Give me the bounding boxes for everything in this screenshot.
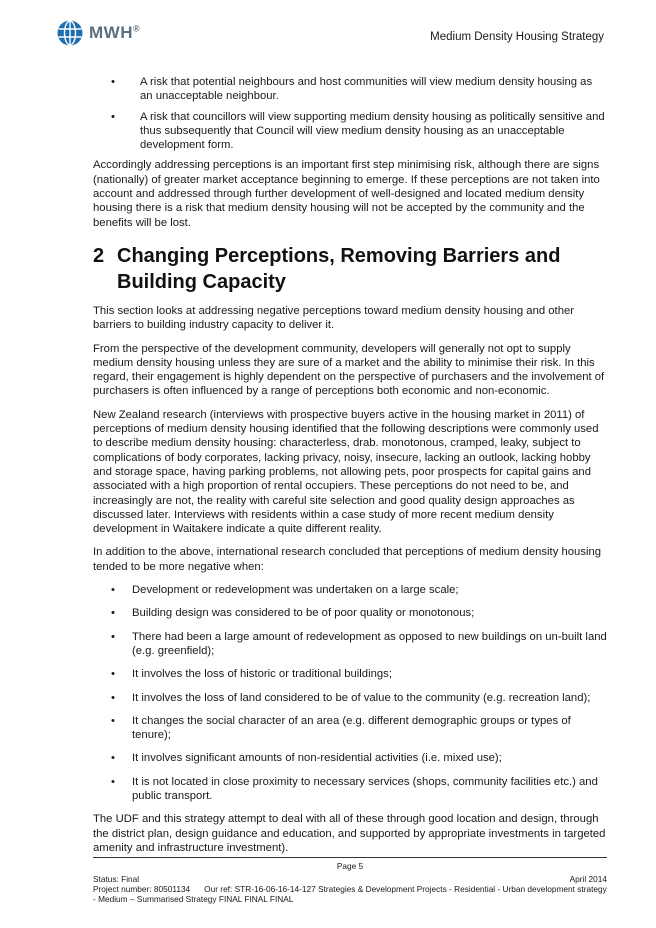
- footer-status-row: [93, 874, 607, 884]
- page-content: [93, 75, 607, 864]
- body-paragraph: This section looks at addressing negative perceptions toward medium density housing and other barriers to building industry capacity to deliver it.: [93, 304, 575, 332]
- section-title: Changing Perceptions, Removing Barriers and Building Capacity: [117, 244, 561, 293]
- page-header: [0, 0, 656, 60]
- closing-paragraph: The UDF and this strategy attempt to deal with all of these through good location and design, through the district plan, design guidance and education, and supported by appropriate investments in targeted amenity and infrastructure investment).: [93, 813, 606, 854]
- list-item: • It involves significant amounts of non-residential activities (i.e. mixed use);: [93, 751, 607, 765]
- list-item: • Development or redevelopment was undertaken on a large scale;: [93, 583, 607, 597]
- negative-conditions-list: [93, 583, 607, 803]
- section-number: 2: [93, 244, 105, 267]
- status-text: Status: Final: [93, 874, 140, 884]
- our-reference: Our ref: STR-16-06-16-14-127 Strategies & Development Projects - Residential - Urban development strategy - Medium – Summarised Strategy FINAL FINAL FINAL: [93, 884, 607, 904]
- page-footer: [93, 857, 607, 904]
- document-title: Medium Density Housing Strategy: [430, 31, 604, 43]
- body-paragraph: New Zealand research (interviews with prospective buyers active in the housing market in 2011) of perceptions of medium density housing identified that the following descriptions were commonly used to describe medium density housing: characterless, drab. monotonous, cramped, leaky, subject to complications of body corporates, lacking privacy, noisy, insecure, lacking an outlook, lacking hobby and storage space, having parking problems, not allowing pets, poor prospects for capital gains and associated with a high proportion of rental occupiers. These perceptions do not need to be, and increasingly are not, the reality with careful site selection and good quality design approaches as discussed later. Interviews with residents within a case study of more recent medium density development in Waitakere indicate a quite different reality.: [93, 408, 599, 536]
- footer-reference: [93, 884, 607, 904]
- logo-wordmark: MWH®: [89, 23, 141, 42]
- list-item: • It changes the social character of an area (e.g. different demographic groups or types of tenure);: [93, 714, 607, 743]
- project-number: Project number: 80501134: [93, 884, 191, 894]
- body-paragraph: In addition to the above, international research concluded that perceptions of medium density housing tended to be more negative when:: [93, 546, 602, 573]
- list-item: • It involves the loss of historic or traditional buildings;: [93, 667, 607, 681]
- list-item: • It involves the loss of land considered to be of value to the community (e.g. recreation land);: [93, 691, 607, 705]
- body-paragraph: From the perspective of the development community, developers will generally not opt to supply medium density housing unless they are sure of a market and the ability to minimise their risk. In this regard, their engagement is highly dependent on the perspective of purchasers and the involvement of purchasers is often influenced by a range of perceptions both economic and non-economic.: [93, 342, 605, 398]
- page-number: Page 5: [336, 861, 364, 871]
- list-item: • A risk that councillors will view supporting medium density housing as politically sensitive and thus subsequently that Council will view medium density housing as an unacceptable development form.: [93, 110, 607, 153]
- mwh-logo: [57, 20, 140, 46]
- list-item: • There had been a large amount of redevelopment as opposed to new buildings on un-built land (e.g. greenfield);: [93, 630, 607, 659]
- section-heading: [93, 243, 607, 295]
- list-item: • Building design was considered to be of poor quality or monotonous;: [93, 606, 607, 620]
- intro-paragraph: Accordingly addressing perceptions is an important first step minimising risk, although there are signs (nationally) of greater market acceptance beginning to emerge. If these perceptions are not taken into account and addressed through further development of well-designed and located medium density housing there is a risk that medium density housing will not be accepted by the community and the benefits will be lost.: [93, 159, 600, 229]
- date-text: April 2014: [569, 874, 607, 884]
- list-item: • It is not located in close proximity to necessary services (shops, community facilities etc.) and public transport.: [93, 775, 607, 804]
- list-item: • A risk that potential neighbours and host communities will view medium density housing as an unacceptable neighbour.: [93, 75, 607, 104]
- footer-divider: [93, 857, 607, 858]
- globe-icon: [57, 20, 83, 46]
- risk-bullet-list: [93, 75, 607, 152]
